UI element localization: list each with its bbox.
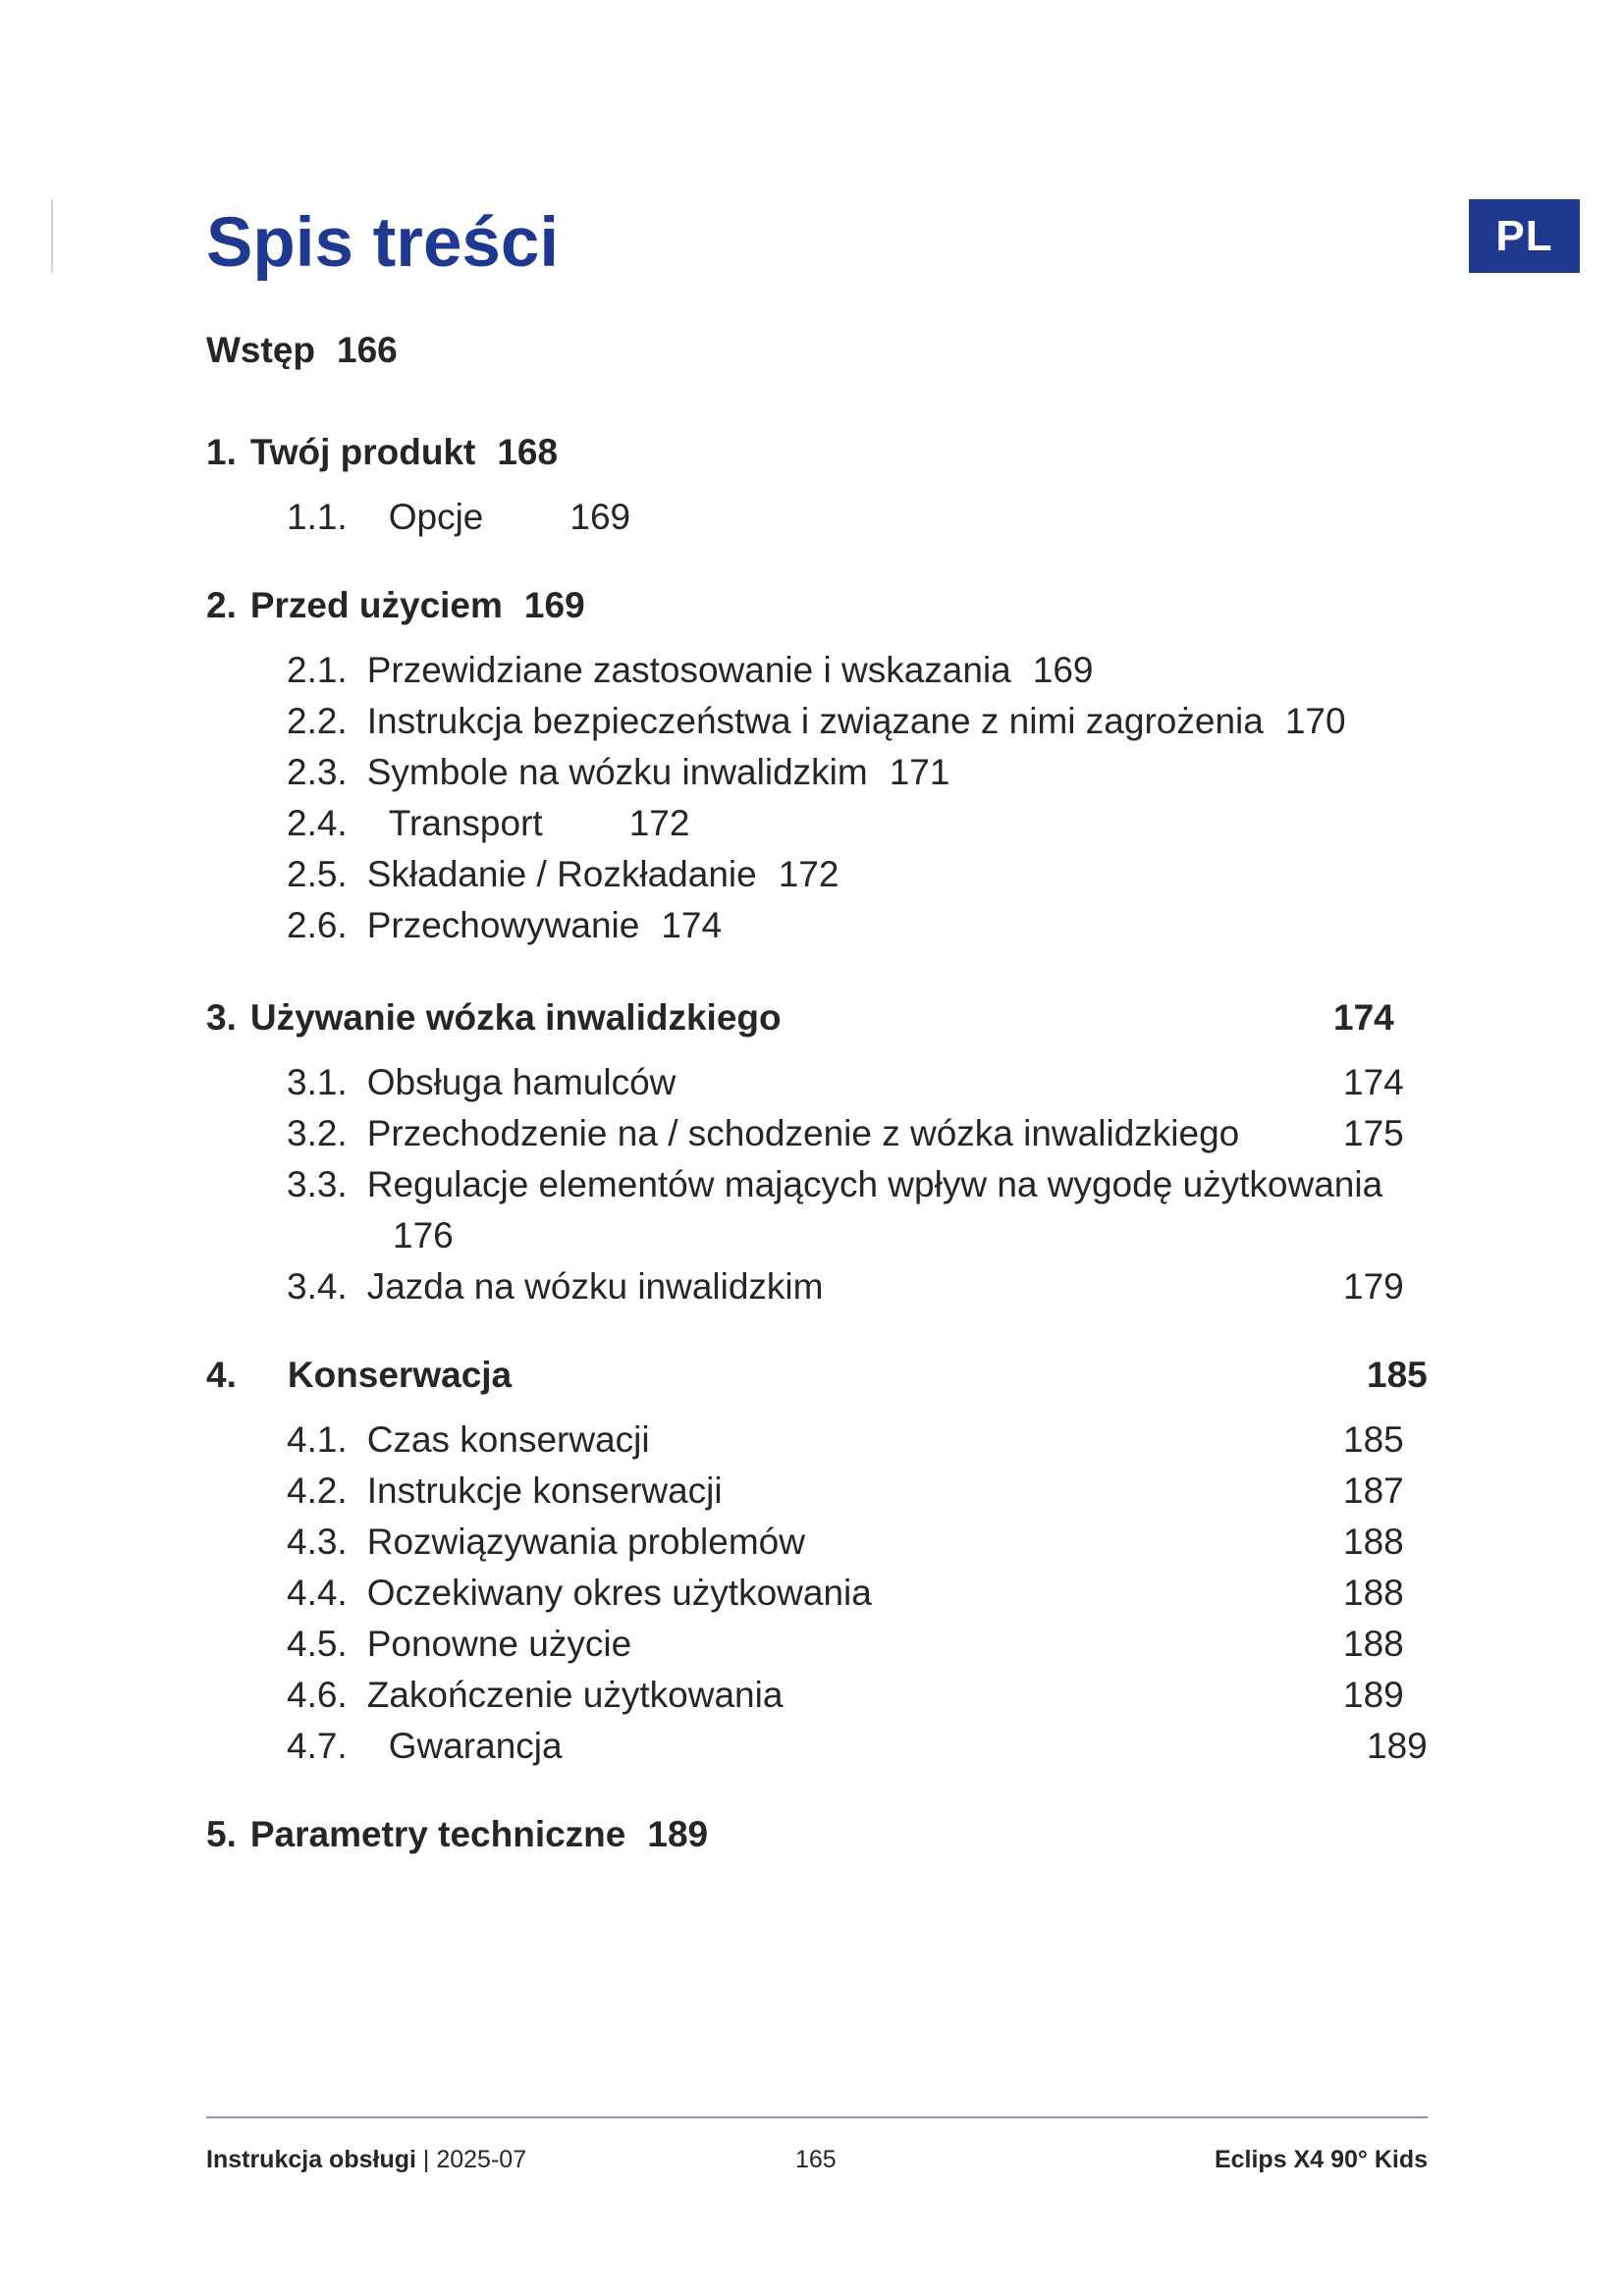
toc-label: Instrukcje konserwacji bbox=[366, 1470, 723, 1511]
toc-number: 4. bbox=[206, 1355, 237, 1395]
toc-item-4-2-page: 187 bbox=[1343, 1470, 1404, 1511]
page-title: Spis treści bbox=[206, 204, 560, 282]
toc-item-2-2[interactable] bbox=[287, 703, 1346, 739]
toc-page: 189 bbox=[647, 1814, 709, 1854]
toc-item-4-4-page: 188 bbox=[1343, 1573, 1404, 1613]
toc-label: Regulacje elementów mających wpływ na wygodę użytkowania bbox=[366, 1164, 1383, 1204]
toc-item-3-3[interactable] bbox=[287, 1166, 1382, 1202]
toc-label: Gwarancja bbox=[388, 1726, 563, 1766]
toc-label: Składanie / Rozkładanie bbox=[366, 854, 757, 894]
toc-label: Symbole na wózku inwalidzkim bbox=[366, 752, 868, 792]
toc-page: 174 bbox=[661, 905, 723, 945]
toc-number: 2.2. bbox=[287, 701, 348, 741]
toc-item-1-1[interactable] bbox=[287, 499, 630, 535]
toc-page: 172 bbox=[778, 854, 839, 894]
toc-item-4-1-page: 185 bbox=[1343, 1419, 1404, 1460]
footer-page-number: 165 bbox=[795, 2146, 837, 2173]
footer-date: 2025-07 bbox=[436, 2146, 527, 2173]
toc-number: 4.1. bbox=[287, 1419, 348, 1460]
toc-label: Konserwacja bbox=[287, 1355, 513, 1395]
toc-item-4-6-page: 189 bbox=[1343, 1675, 1404, 1715]
toc-item-4-3-page: 188 bbox=[1343, 1522, 1404, 1562]
toc-item-3-2-page: 175 bbox=[1343, 1113, 1404, 1153]
toc-label: Transport bbox=[388, 803, 543, 843]
toc-label: Rozwiązywania problemów bbox=[366, 1522, 805, 1562]
toc-item-3-4-page: 179 bbox=[1343, 1266, 1404, 1307]
toc-item-4-7-page: 189 bbox=[1367, 1726, 1428, 1766]
toc-label: Obsługa hamulców bbox=[366, 1062, 677, 1102]
toc-number: 3.2. bbox=[287, 1113, 348, 1153]
toc-label: Używanie wózka inwalidzkiego bbox=[249, 997, 782, 1038]
toc-item-4-1[interactable] bbox=[287, 1421, 650, 1458]
toc-entry-intro[interactable] bbox=[206, 332, 398, 368]
toc-label: Przechodzenie na / schodzenie z wózka inwalidzkiego bbox=[366, 1113, 1240, 1153]
toc-number: 2.3. bbox=[287, 752, 348, 792]
toc-label: Oczekiwany okres użytkowania bbox=[366, 1573, 872, 1613]
toc-number: 3.3. bbox=[287, 1164, 348, 1204]
toc-number: 4.7. bbox=[287, 1726, 348, 1766]
toc-page: 172 bbox=[628, 803, 690, 843]
toc-number: 4.4. bbox=[287, 1573, 348, 1613]
toc-item-4-3[interactable] bbox=[287, 1523, 805, 1560]
toc-number: 2.5. bbox=[287, 854, 348, 894]
toc-number: 2. bbox=[206, 585, 237, 625]
toc-label: Parametry techniczne bbox=[249, 1814, 626, 1854]
toc-page: 168 bbox=[497, 432, 559, 472]
footer-separator: | bbox=[422, 2146, 430, 2173]
footer-divider bbox=[206, 2116, 1428, 2118]
toc-item-4-2[interactable] bbox=[287, 1472, 723, 1509]
toc-section-4-page: 185 bbox=[1367, 1355, 1428, 1395]
toc-section-2[interactable] bbox=[206, 587, 585, 623]
toc-item-4-5[interactable] bbox=[287, 1626, 631, 1662]
toc-page: 171 bbox=[889, 752, 950, 792]
toc-section-1[interactable] bbox=[206, 434, 558, 470]
toc-label: Przewidziane zastosowanie i wskazania bbox=[366, 650, 1011, 690]
toc-item-2-4[interactable] bbox=[287, 805, 689, 841]
toc-page: 169 bbox=[523, 585, 585, 625]
language-badge: PL bbox=[1469, 199, 1580, 273]
toc-number: 2.4. bbox=[287, 803, 348, 843]
toc-item-3-1-page: 174 bbox=[1343, 1062, 1404, 1102]
toc-page: 169 bbox=[1032, 650, 1094, 690]
toc-item-2-5[interactable] bbox=[287, 856, 839, 892]
toc-number: 1. bbox=[206, 432, 237, 472]
footer-product: Eclips X4 90° Kids bbox=[1214, 2146, 1428, 2173]
toc-section-3-page: 174 bbox=[1333, 997, 1394, 1038]
toc-label: Ponowne użycie bbox=[366, 1624, 632, 1664]
toc-number: 4.6. bbox=[287, 1675, 348, 1715]
toc-label: Czas konserwacji bbox=[366, 1419, 650, 1460]
footer-doc-info bbox=[206, 2148, 526, 2172]
toc-item-4-4[interactable] bbox=[287, 1575, 872, 1611]
toc-item-4-7[interactable] bbox=[287, 1728, 563, 1764]
toc-item-3-1[interactable] bbox=[287, 1064, 676, 1100]
toc-section-5[interactable] bbox=[206, 1816, 708, 1852]
toc-label: Instrukcja bezpieczeństwa i związane z nimi zagrożenia bbox=[366, 701, 1264, 741]
toc-item-3-3-page: 176 bbox=[393, 1215, 454, 1255]
toc-label: Opcje bbox=[388, 497, 484, 537]
toc-section-4[interactable] bbox=[206, 1357, 512, 1393]
toc-number: 5. bbox=[206, 1814, 237, 1854]
toc-label: Twój produkt bbox=[249, 432, 476, 472]
toc-number: 3.1. bbox=[287, 1062, 348, 1102]
toc-section-3[interactable] bbox=[206, 999, 782, 1036]
toc-number: 2.1. bbox=[287, 650, 348, 690]
toc-number: 2.6. bbox=[287, 905, 348, 945]
toc-number: 4.2. bbox=[287, 1470, 348, 1511]
toc-item-2-6[interactable] bbox=[287, 907, 722, 943]
toc-label: Jazda na wózku inwalidzkim bbox=[366, 1266, 824, 1307]
toc-item-3-4[interactable] bbox=[287, 1268, 823, 1305]
toc-item-3-2[interactable] bbox=[287, 1115, 1239, 1151]
toc-number: 1.1. bbox=[287, 497, 348, 537]
footer-doc-type: Instrukcja obsługi bbox=[206, 2146, 416, 2173]
toc-item-2-1[interactable] bbox=[287, 652, 1094, 688]
toc-label: Przechowywanie bbox=[366, 905, 640, 945]
toc-label: Zakończenie użytkowania bbox=[366, 1675, 784, 1715]
toc-page: 169 bbox=[569, 497, 631, 537]
toc-item-4-6[interactable] bbox=[287, 1677, 783, 1713]
toc-number: 3.4. bbox=[287, 1266, 348, 1307]
toc-number: 3. bbox=[206, 997, 237, 1038]
toc-label: Przed użyciem bbox=[249, 585, 503, 625]
toc-item-4-5-page: 188 bbox=[1343, 1624, 1404, 1664]
toc-page: 170 bbox=[1284, 701, 1346, 741]
toc-page: 166 bbox=[337, 330, 398, 370]
toc-label: Wstęp bbox=[206, 330, 315, 370]
toc-number: 4.5. bbox=[287, 1624, 348, 1664]
toc-number: 4.3. bbox=[287, 1522, 348, 1562]
toc-item-2-3[interactable] bbox=[287, 754, 949, 790]
